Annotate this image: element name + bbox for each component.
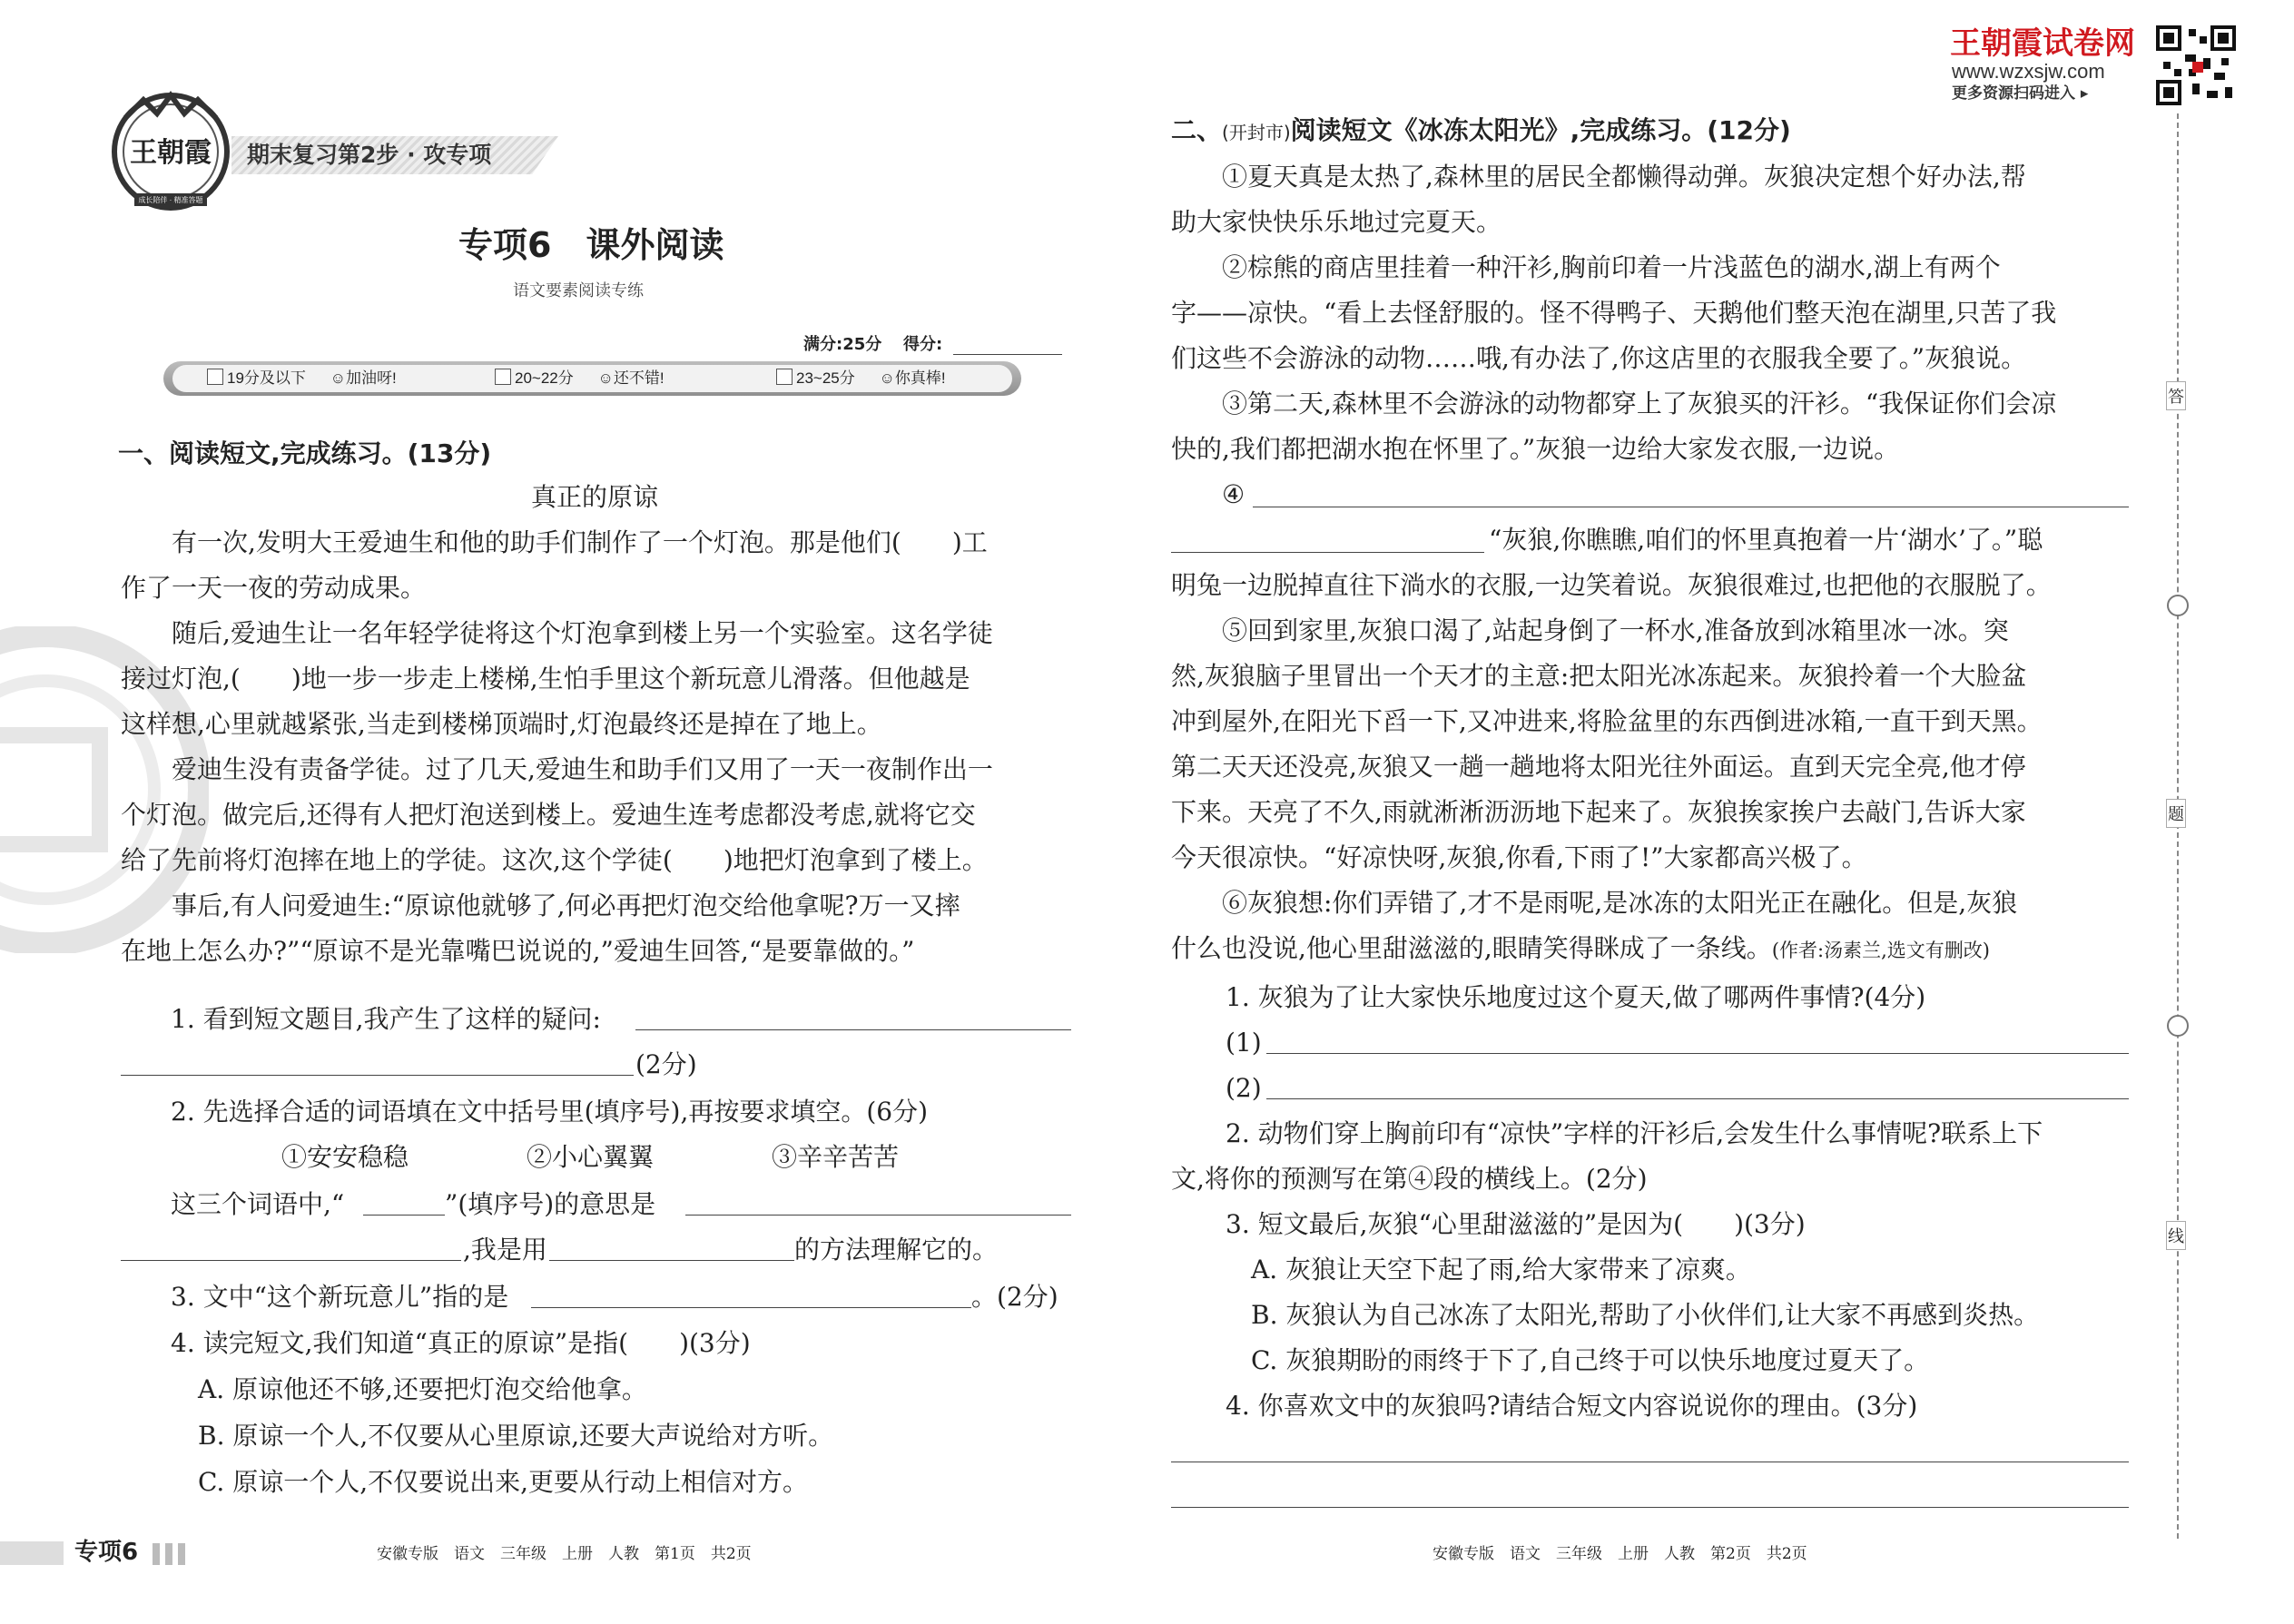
smile-icon: ☺ (330, 369, 347, 387)
s2-p6-credit: (作者:汤素兰,选文有删改) (1771, 940, 1990, 961)
s2-p5-line5: 下来。天亮了不久,雨就淅淅沥沥地下起来了。灰狼挨家挨户去敲门,告诉大家 (1171, 797, 2026, 827)
q2-blank-meaning-b[interactable] (121, 1260, 461, 1261)
part2-heading-region: (开封市) (1222, 122, 1291, 143)
q1-item-1-line[interactable] (1266, 1053, 2129, 1054)
rating-checkbox[interactable] (207, 369, 223, 385)
s2-p1-line1: ①夏天真是太热了,森林里的居民全都懒得动弹。灰狼决定想个好办法,帮 (1222, 162, 2026, 192)
q4-option-c: C. 原谅一个人,不仅要说出来,更要从行动上相信对方。 (198, 1467, 809, 1497)
p2-question-4: 4. 你喜欢文中的灰狼吗?请结合短文内容说说你的理由。(3分) (1226, 1391, 1918, 1421)
s2-p2-line1: ②棕熊的商店里挂着一种汗衫,胸前印着一片浅蓝色的湖水,湖上有两个 (1222, 252, 2001, 282)
brand-slogan (1952, 84, 2088, 103)
s2-p4-line1: “灰狼,你瞧瞧,咱们的怀里真抱着一片‘湖水’了。”聪 (1489, 525, 2043, 555)
footer-left: 安徽专版 语文 三年级 上册 人教 第1页 共2页 (377, 1545, 752, 1563)
q2-fill-b: ”(填序号)的意思是 (445, 1189, 656, 1219)
q2-fill-c: ,我是用 (463, 1235, 547, 1265)
q1-item-1-label: (1) (1226, 1028, 1262, 1058)
q2-fill-a: 这三个词语中,“ (171, 1189, 345, 1219)
s2-p6-line2-text: 什么也没说,他心里甜滋滋的,眼睛笑得眯成了一条线。 (1171, 933, 1772, 963)
p2-question-2-line1: 2. 动物们穿上胸前印有“凉快”字样的汗衫后,会发生什么事情呢?联系上下 (1226, 1118, 2043, 1148)
margin-char-2: 题 (2166, 799, 2186, 828)
q2-blank-meaning-a[interactable] (685, 1215, 1071, 1216)
q1-answer-line-b[interactable] (121, 1075, 634, 1076)
s2-p5-line4: 第二天天还没亮,灰狼又一趟一趟地将太阳光往外面运。直到天完全亮,他才停 (1171, 752, 2026, 782)
p4-line1: 事后,有人问爱迪生:“原谅他就够了,何必再把灯泡交给他拿呢?万一又摔 (172, 891, 960, 920)
rating-range: 19分及以下 (227, 369, 306, 387)
rating-checkbox[interactable] (495, 369, 511, 385)
qr-code-icon[interactable] (2156, 25, 2236, 105)
q2-blank-number[interactable] (363, 1215, 445, 1216)
brand-url: www.wzxsjw.com (1952, 60, 2105, 83)
s2-p6-line1: ⑥灰狼想:你们弄错了,才不是雨呢,是冰冻的太阳光正在融化。但是,灰狼 (1222, 888, 2018, 918)
p1-question-4: 4. 读完短文,我们知道“真正的原谅”是指( )(3分) (171, 1328, 751, 1358)
rating-comment: 还不错! (613, 369, 665, 387)
part2-heading-prefix: 二、 (1171, 115, 1223, 145)
q2-blank-method[interactable] (549, 1260, 794, 1261)
q1-item-2-line[interactable] (1266, 1098, 2129, 1099)
smile-icon: ☺ (597, 369, 614, 387)
p4-line2: 在地上怎么办?”“原谅不是光靠嘴巴说说的,”爱迪生回答,“是要靠做的。” (121, 936, 915, 966)
p2-question-2-line2: 文,将你的预测写在第④段的横线上。(2分) (1171, 1164, 1648, 1194)
q3-answer-line[interactable] (531, 1307, 971, 1308)
s2-p5-line6: 今天很凉快。“好凉快呀,灰狼,你看,下雨了!”大家都高兴极了。 (1171, 842, 1867, 872)
q1-score: (2分) (635, 1049, 697, 1079)
s2-p4-num: ④ (1222, 479, 1245, 509)
p2-line3: 这样想,心里就越紧张,当走到楼梯顶端时,灯泡最终还是掉在了地上。 (121, 709, 882, 739)
brand-slogan-text: 更多资源扫码进入 (1952, 84, 2075, 103)
logo-subtext: 成长陪伴 · 精准答题 (138, 196, 203, 204)
footer-right: 安徽专版 语文 三年级 上册 人教 第2页 共2页 (1433, 1545, 1807, 1563)
p2-line1: 随后,爱迪生让一名年轻学徒将这个灯泡拿到楼上另一个实验室。这名学徒 (172, 618, 993, 648)
p1-line1: 有一次,发明大王爱迪生和他的助手们制作了一个灯泡。那是他们( )工 (172, 527, 988, 557)
rating-range: 20~22分 (515, 369, 574, 387)
part1-heading: 一、阅读短文,完成练习。(13分) (118, 438, 492, 468)
margin-char-1: 答 (2166, 381, 2186, 410)
p1-question-1: 1. 看到短文题目,我产生了这样的疑问: (171, 1004, 601, 1034)
p2-line2: 接过灯泡,( )地一步一步走上楼梯,生怕手里这个新玩意儿滑落。但他越是 (121, 664, 970, 694)
footer-tag-bar (0, 1541, 64, 1565)
q1-item-2-label: (2) (1226, 1073, 1262, 1103)
s2-p2-line3: 们这些不会游泳的动物……哦,有办法了,你这店里的衣服我全要了。”灰狼说。 (1171, 343, 2027, 373)
p1-line2: 作了一天一夜的劳动成果。 (121, 573, 427, 603)
rating-comment: 加油呀! (346, 369, 397, 387)
rating-comment: 你真棒! (894, 369, 946, 387)
rating-range: 23~25分 (796, 369, 855, 387)
s2-p5-line2: 然,灰狼脑子里冒出一个天才的主意:把太阳光冰冻起来。灰狼拎着一个大脸盆 (1171, 661, 2027, 691)
p3-line2: 个灯泡。做完后,还得有人把灯泡送到楼上。爱迪生连考虑都没考虑,就将它交 (121, 800, 976, 830)
arrow-right-icon: ▸ (2080, 84, 2089, 103)
s2-p6-line2 (1171, 926, 2133, 973)
s2-p2-line2: 字——凉快。“看上去怪舒服的。怪不得鸭子、天鹅他们整天泡在湖里,只苦了我 (1171, 298, 2057, 328)
q2-option-3: ③辛辛苦苦 (772, 1142, 900, 1172)
margin-char-3: 线 (2166, 1221, 2186, 1250)
s2-p5-line3: 冲到屋外,在阳光下舀一下,又冲进来,将脸盆里的东西倒进冰箱,一直干到天黑。 (1171, 706, 2043, 736)
q4-answer-line-b[interactable] (1171, 1507, 2129, 1508)
rating-option-2[interactable] (495, 367, 665, 390)
story-body (121, 520, 1074, 974)
rating-option-3[interactable] (776, 367, 946, 390)
score-got-label: 得分: (903, 335, 943, 354)
binding-hole-icon (2167, 1015, 2189, 1037)
story-title: 真正的原谅 (531, 482, 659, 512)
p3-line1: 爱迪生没有责备学徒。过了几天,爱迪生和助手们又用了一天一夜制作出一 (172, 754, 993, 784)
q4-option-a: A. 原谅他还不够,还要把灯泡交给他拿。 (198, 1374, 647, 1404)
p2-q3-option-a: A. 灰狼让天空下起了雨,给大家带来了凉爽。 (1251, 1255, 1751, 1284)
rating-option-1[interactable] (207, 367, 397, 390)
banner-text: 期末复习第2步 · 攻专项 (247, 142, 492, 168)
rating-checkbox[interactable] (776, 369, 793, 385)
p4-prediction-line-b[interactable] (1171, 552, 1484, 553)
part2-heading (1171, 113, 1791, 151)
q2-option-1: ①安安稳稳 (281, 1142, 409, 1172)
q1-answer-line-a[interactable] (635, 1029, 1071, 1030)
p1-question-2: 2. 先选择合适的词语填在文中括号里(填序号),再按要求填空。(6分) (171, 1097, 929, 1127)
p2-q3-option-b: B. 灰狼认为自己冰冻了太阳光,帮助了小伙伴们,让大家不再感到炎热。 (1251, 1300, 2040, 1330)
smile-icon: ☺ (879, 369, 895, 387)
p2-question-3: 3. 短文最后,灰狼“心里甜滋滋的”是因为( )(3分) (1226, 1209, 1806, 1239)
q4-option-b: B. 原谅一个人,不仅要从心里原谅,还要大声说给对方听。 (198, 1421, 834, 1451)
binding-hole-icon (2167, 595, 2189, 616)
s2-p4-line2: 明兔一边脱掉直往下淌水的衣服,一边笑着说。灰狼很难过,也把他的衣服脱了。 (1171, 570, 2052, 600)
page-title: 专项6 课外阅读 (458, 225, 724, 265)
s2-p5-line1: ⑤回到家里,灰狼口渴了,站起身倒了一杯水,准备放到冰箱里冰一冰。突 (1222, 615, 2009, 645)
logo-text: 王朝霞 (130, 138, 212, 168)
score-got-blank[interactable] (953, 354, 1062, 355)
p1-question-3: 3. 文中“这个新玩意儿”指的是 (171, 1282, 509, 1312)
s2-p1-line2: 助大家快快乐乐地过完夏天。 (1171, 207, 1502, 237)
p2-q3-option-c: C. 灰狼期盼的雨终于下了,自己终于可以快乐地度过夏天了。 (1251, 1345, 1930, 1375)
q2-option-2: ②小心翼翼 (527, 1142, 655, 1172)
q2-fill-d: 的方法理解它的。 (794, 1235, 999, 1265)
p2-question-1: 1. 灰狼为了让大家快乐地度过这个夏天,做了哪两件事情?(4分) (1226, 982, 1926, 1012)
story2-body (1171, 154, 2133, 973)
q3-score: 。(2分) (971, 1282, 1058, 1312)
p3-line3: 给了先前将灯泡摔在地上的学徒。这次,这个学徒( )地把灯泡拿到了楼上。 (121, 845, 988, 875)
brand-name: 王朝霞试卷网 (1950, 25, 2135, 62)
footer-tag: 专项6 (74, 1539, 139, 1566)
footer-tag-dots-icon (153, 1543, 189, 1565)
brand-logo (107, 86, 234, 213)
score-full: 满分:25分 (803, 335, 882, 354)
page-subtitle: 语文要素阅读专练 (513, 281, 644, 300)
s2-p3-line1: ③第二天,森林里不会游泳的动物都穿上了灰狼买的汗衫。“我保证你们会凉 (1222, 389, 2057, 418)
s2-p3-line2: 快的,我们都把湖水抱在怀里了。”灰狼一边给大家发衣服,一边说。 (1171, 434, 1900, 464)
part2-heading-text: 阅读短文《冰冻太阳光》,完成练习。(12分) (1290, 115, 1791, 145)
